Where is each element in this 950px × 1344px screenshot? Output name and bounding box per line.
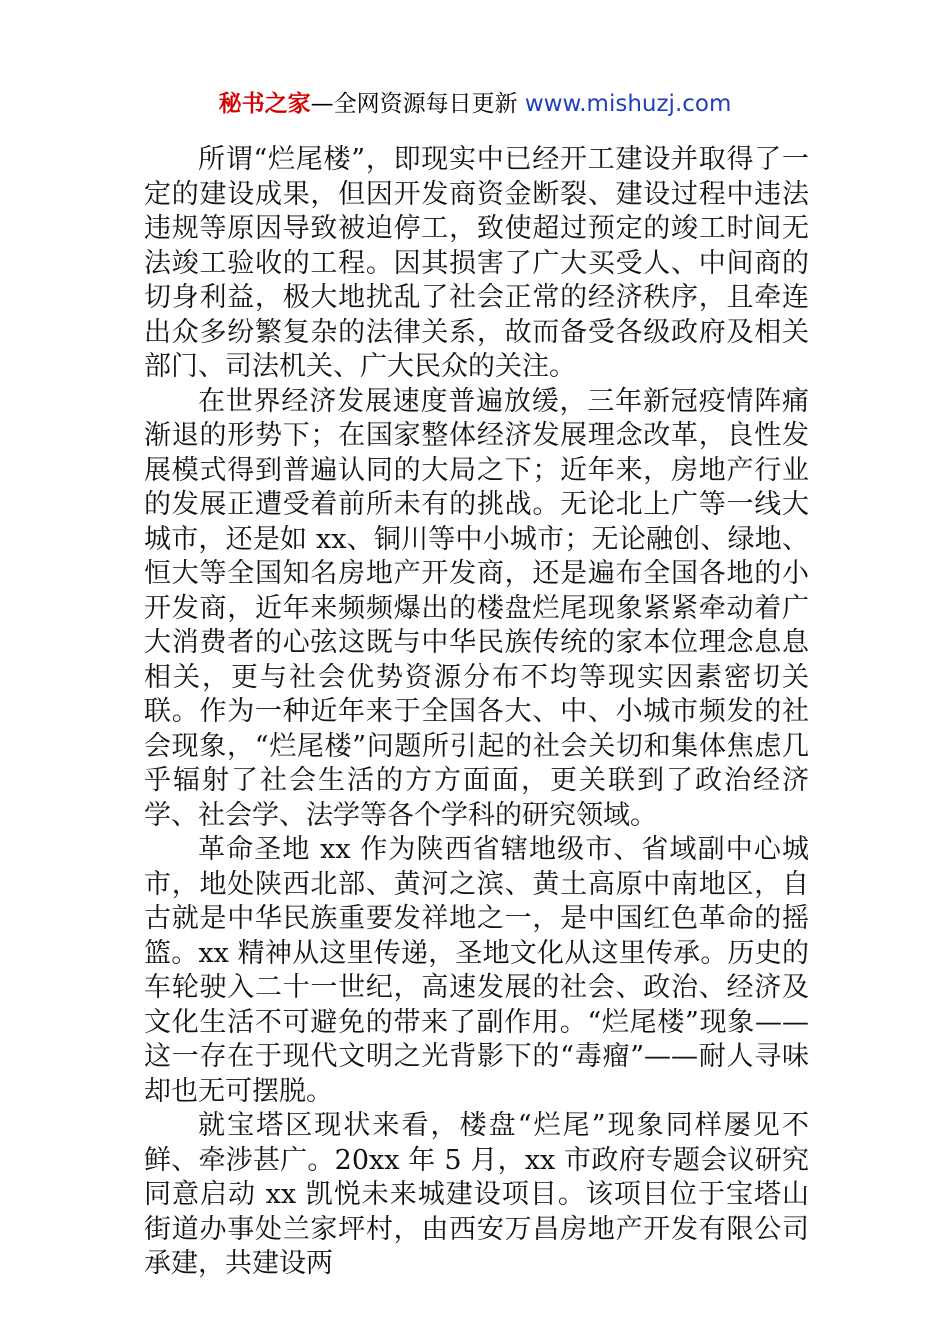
header-tagline: —全网资源每日更新 <box>310 91 525 117</box>
header-brand: 秘书之家 <box>218 91 311 117</box>
header-url-link[interactable]: www.mishuzj.com <box>524 91 732 117</box>
document-body <box>144 143 809 1282</box>
page-header <box>0 88 950 120</box>
paragraph: 在世界经济发展速度普遍放缓，三年新冠疫情阵痛渐退的形势下；在国家整体经济发展理念改革，良性发展模式得到普遍认同的大局之下；近年来，房地产行业的发展正遭受着前所未有的挑战。无论北上广等一线大城市，还是如 xx、铜川等中小城市；无论融创、绿地、恒大等全国知名房地产开发商，还是遍布全国各地的小开发商，近年来频频爆出的楼盘烂尾现象紧紧牵动着广大消费者的心弦这既与中华民族传统的家本位理念息息相关，更与社会优势资源分布不均等现实因素密切关联。作为一种近年来于全国各大、中、小城市频发的社会现象，“烂尾楼”问题所引起的社会关切和集体焦虑几乎辐射了社会生活的方方面面，更关联到了政治经济学、社会学、法学等各个学科的研究领域。 <box>144 385 809 831</box>
paragraph: 革命圣地 xx 作为陕西省辖地级市、省域副中心城市，地处陕西北部、黄河之滨、黄土高原中南地区，自古就是中华民族重要发祥地之一，是中国红色革命的摇篮。xx 精神从这里传递，圣地文化从这里传承。历史的车轮驶入二十一世纪，高速发展的社会、政治、经济及文化生活不可避免的带来了副作用。“烂尾楼”现象——这一存在于现代文明之光背影下的“毒瘤”——耐人寻味却也无可摆脱。 <box>144 834 809 1107</box>
paragraph: 就宝塔区现状来看，楼盘“烂尾”现象同样屡见不鲜、牵涉甚广。20xx 年 5 月，xx 市政府专题会议研究同意启动 xx 凯悦未来城建设项目。该项目位于宝塔山街道办事处兰家坪村，由西安万昌房地产开发有限公司承建，共建设两 <box>144 1110 809 1279</box>
paragraph: 所谓“烂尾楼”，即现实中已经开工建设并取得了一定的建设成果，但因开发商资金断裂、建设过程中违法违规等原因导致被迫停工，致使超过预定的竣工时间无法竣工验收的工程。因其损害了广大买受人、中间商的切身利益，极大地扰乱了社会正常的经济秩序，且牵连出众多纷繁复杂的法律关系，故而备受各级政府及相关部门、司法机关、广大民众的关注。 <box>144 144 809 382</box>
